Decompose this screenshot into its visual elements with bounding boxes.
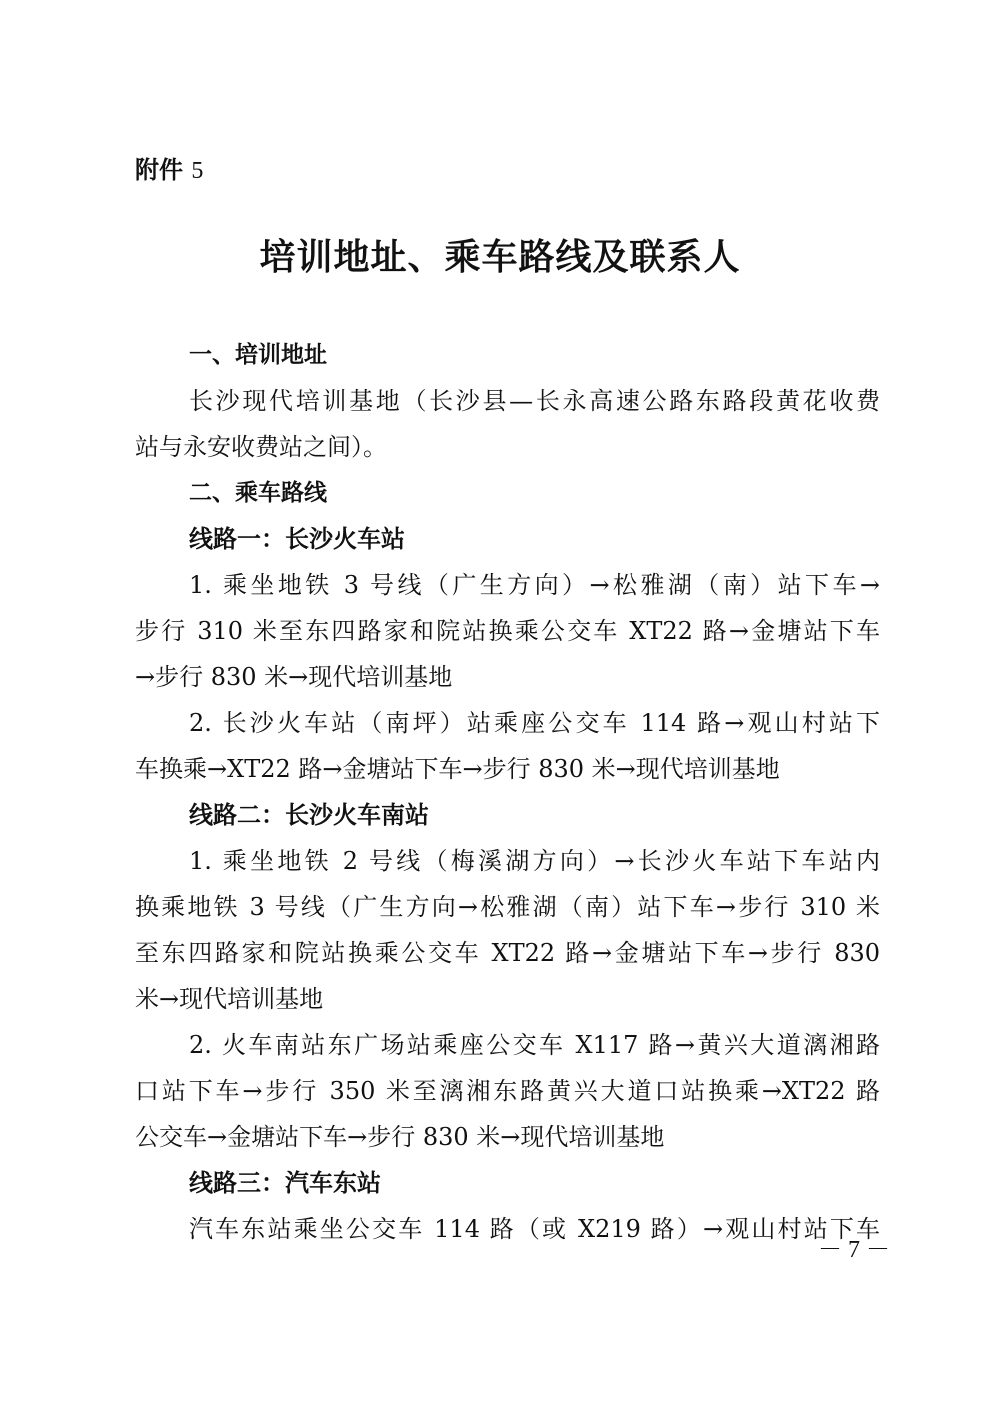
page-number: － 7 － — [818, 1237, 890, 1263]
paragraph-line: 至东四路家和院站换乘公交车 XT22 路→金塘站下车→步行 830 — [135, 939, 880, 967]
paragraph-line: 步行 310 米至东四路家和院站换乘公交车 XT22 路→金塘站下车 — [135, 617, 880, 645]
paragraph-line: →步行 830 米→现代培训基地 — [135, 663, 453, 691]
paragraph-line: 长沙现代培训基地（长沙县—长永高速公路东路段黄花收费 — [189, 387, 880, 415]
document-title: 培训地址、乘车路线及联系人 — [259, 236, 741, 278]
section-heading: 二、乘车路线 — [189, 480, 327, 506]
paragraph-line: 公交车→金塘站下车→步行 830 米→现代培训基地 — [135, 1123, 665, 1151]
paragraph-line: 米→现代培训基地 — [135, 985, 324, 1013]
route-heading: 线路二：长沙火车南站 — [189, 800, 429, 829]
attachment-number: 5 — [191, 158, 204, 184]
route-heading: 线路三：汽车东站 — [189, 1168, 381, 1197]
paragraph-line: 1. 乘坐地铁 3 号线（广生方向）→松雅湖（南）站下车→ — [189, 571, 880, 599]
paragraph-line: 站与永安收费站之间）。 — [135, 433, 387, 461]
paragraph-line: 2. 火车南站东广场站乘座公交车 X117 路→黄兴大道漓湘路 — [189, 1031, 880, 1059]
paragraph-line: 汽车东站乘坐公交车 114 路（或 X219 路）→观山村站下车 — [189, 1215, 880, 1243]
paragraph-line: 2. 长沙火车站（南坪）站乘座公交车 114 路→观山村站下 — [189, 709, 880, 737]
section-heading: 一、培训地址 — [189, 342, 327, 368]
paragraph-line: 1. 乘坐地铁 2 号线（梅溪湖方向）→长沙火车站下车站内 — [189, 847, 880, 875]
attachment-label — [135, 152, 203, 189]
paragraph-line: 换乘地铁 3 号线（广生方向→松雅湖（南）站下车→步行 310 米 — [135, 893, 880, 921]
paragraph-line: 口站下车→步行 350 米至漓湘东路黄兴大道口站换乘→XT22 路 — [135, 1077, 880, 1105]
route-heading: 线路一：长沙火车站 — [189, 524, 405, 553]
document-body — [135, 332, 880, 1252]
paragraph-line: 车换乘→XT22 路→金塘站下车→步行 830 米→现代培训基地 — [135, 755, 780, 783]
attachment-text: 附件 — [135, 156, 183, 184]
